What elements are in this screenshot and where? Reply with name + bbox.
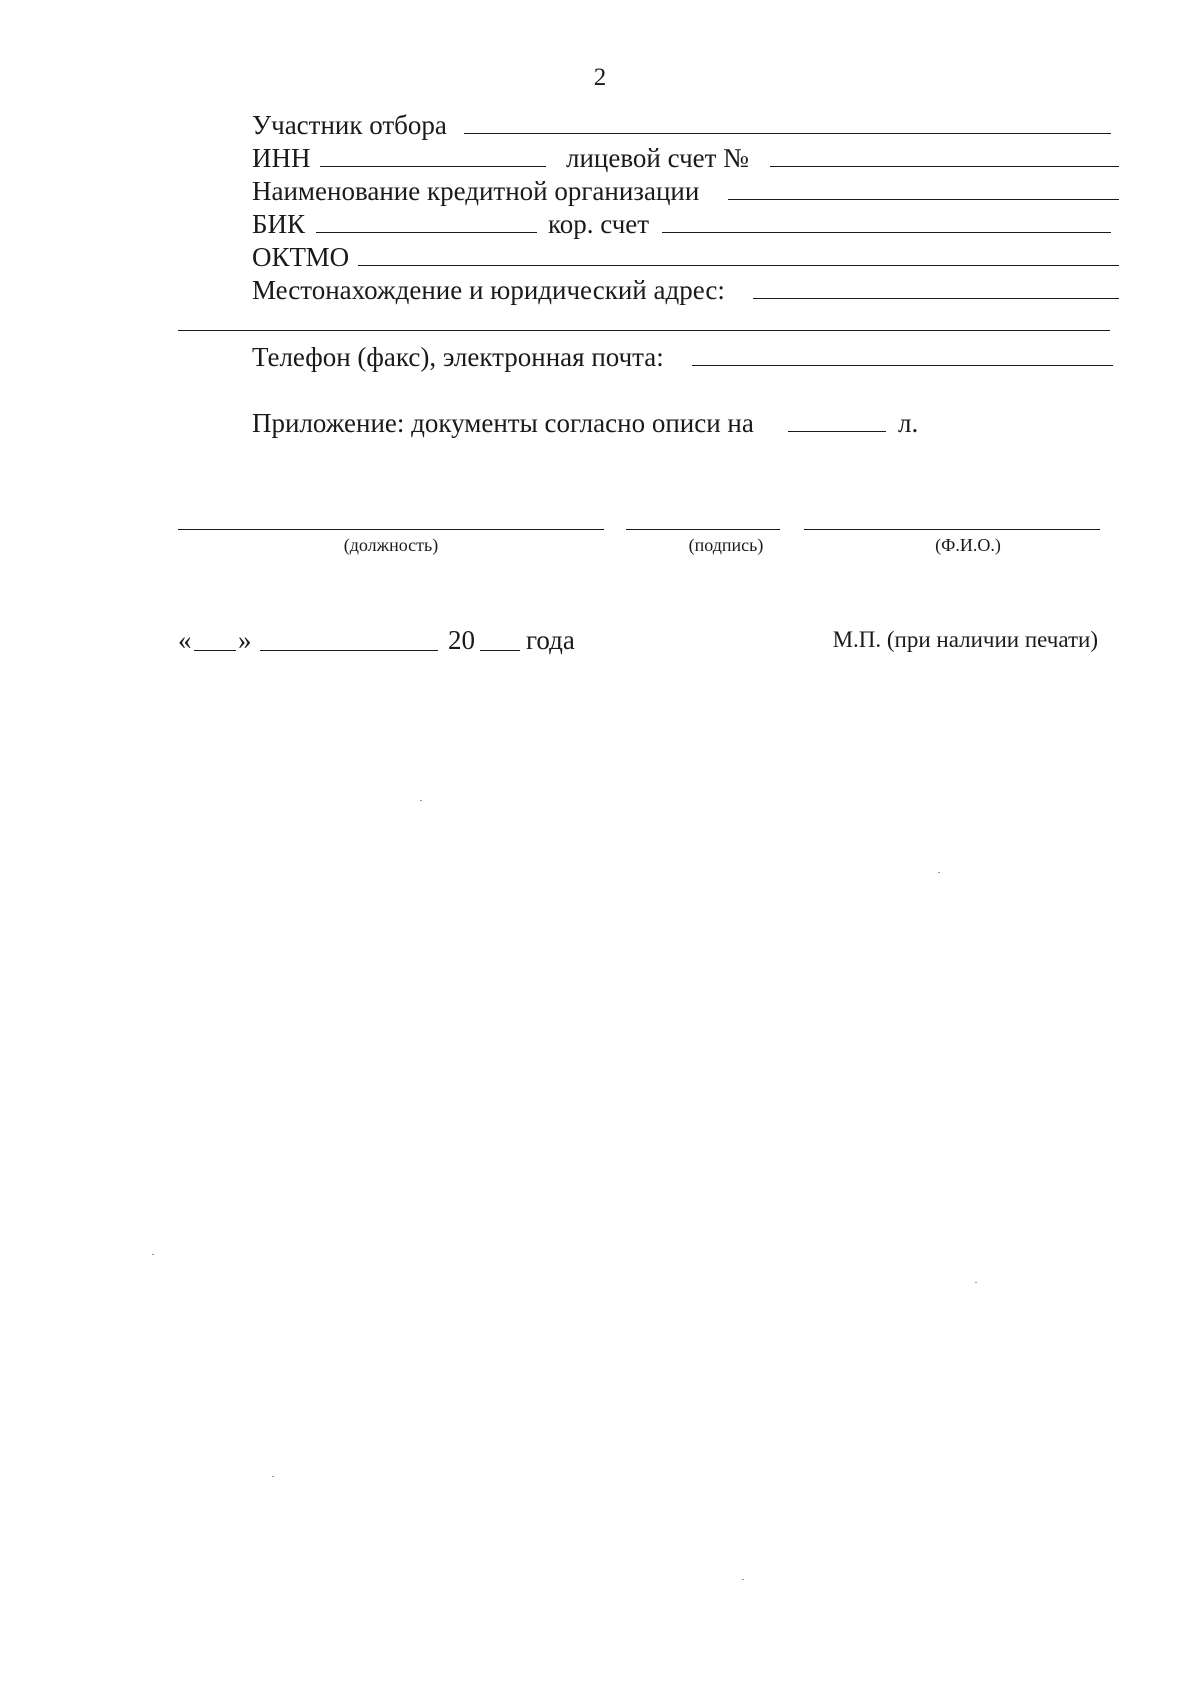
address-label: Местонахождение и юридический адрес:: [252, 275, 725, 305]
phone-row: [252, 340, 1114, 374]
signature-blank[interactable]: [626, 529, 780, 530]
scan-speck: [938, 872, 940, 873]
phone-blank[interactable]: [692, 340, 1113, 366]
bank-row: [252, 174, 1120, 208]
participant-label: Участник отбора: [252, 110, 447, 140]
address-continuation-blank[interactable]: [178, 330, 1110, 331]
scan-speck: [975, 1282, 977, 1283]
position-blank[interactable]: [178, 529, 604, 530]
day-blank[interactable]: [194, 622, 236, 651]
bank-blank[interactable]: [728, 174, 1119, 200]
date-close-quote: »: [238, 625, 252, 655]
date-open-quote: «: [178, 625, 192, 655]
page-number: 2: [593, 64, 607, 91]
bik-label: БИК: [252, 209, 306, 239]
bank-label: Наименование кредитной организации: [252, 176, 700, 206]
participant-row: [252, 108, 1112, 142]
address-row: [252, 273, 1120, 307]
oktmo-label: ОКТМО: [252, 242, 350, 272]
inn-blank[interactable]: [320, 141, 546, 167]
account-blank[interactable]: [770, 141, 1119, 167]
date-century: 20: [448, 625, 475, 655]
corr-account-label: кор. счет: [548, 209, 650, 239]
scan-speck: [420, 800, 422, 801]
account-label: лицевой счет №: [566, 143, 749, 173]
attachment-pages-blank[interactable]: [788, 406, 886, 432]
name-caption: (Ф.И.О.): [935, 535, 1001, 555]
bik-row: [252, 207, 1112, 241]
year-blank[interactable]: [480, 622, 520, 651]
attachment-row: [252, 406, 922, 440]
attachment-suffix: л.: [898, 408, 919, 438]
corr-account-blank[interactable]: [662, 207, 1111, 233]
scan-speck: [152, 1254, 154, 1255]
month-blank[interactable]: [260, 622, 438, 651]
oktmo-blank[interactable]: [358, 240, 1119, 266]
inn-label: ИНН: [252, 143, 311, 173]
scan-speck: [742, 1579, 744, 1580]
name-blank[interactable]: [804, 529, 1100, 530]
stamp-note: М.П. (при наличии печати): [832, 627, 1098, 652]
year-word: года: [526, 625, 575, 655]
address-blank[interactable]: [753, 273, 1119, 299]
attachment-prefix: Приложение: документы согласно описи на: [252, 408, 754, 438]
bik-blank[interactable]: [316, 207, 537, 233]
signature-caption: (подпись): [688, 535, 764, 555]
position-caption: (должность): [343, 535, 439, 555]
oktmo-row: [252, 240, 1120, 274]
participant-blank[interactable]: [464, 108, 1111, 134]
phone-label: Телефон (факс), электронная почта:: [252, 342, 664, 372]
scan-speck: [272, 1476, 274, 1477]
inn-row: [252, 141, 1120, 175]
